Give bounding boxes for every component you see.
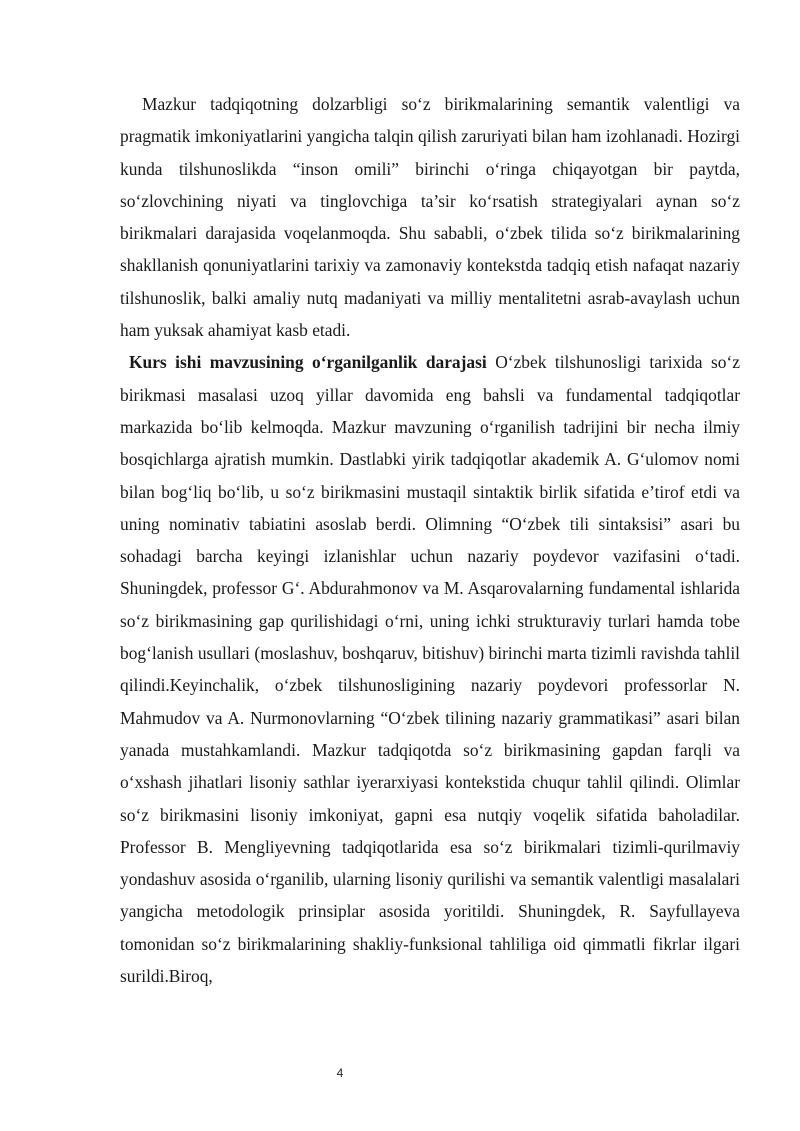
- paragraph-study-degree-text: O‘zbek tilshunosligi tarixida so‘z birikmasi masalasi uzoq yillar davomida eng bahsli va fundamental tadqiqotlar markazida bo‘lib kelmoqda. Mazkur mavzuning o‘rganilish tadrijini bir necha ilmiy bosqichlarga ajratish mumkin. Dastlabki yirik tadqiqotlar akademik A. G‘ulomov nomi bilan bog‘liq bo‘lib, u so‘z birikmasini mustaqil sintaktik birlik sifatida e’tirof etdi va uning nominativ tabiatini asoslab berdi. Olimning “O‘zbek tili sintaksisi” asari bu sohadagi barcha keyingi izlanishlar uchun nazariy poydevor vazifasini o‘tadi. Shuningdek, professor G‘. Abdurahmonov va M. Asqarovalarning fundamental ishlarida so‘z birikmasining gap qurilishidagi o‘rni, uning ichki strukturaviy turlari hamda tobe bog‘lanish usullari (moslashuv, boshqaruv, bitishuv) birinchi marta tizimli ravishda tahlil qilindi.Keyinchalik, o‘zbek tilshunosligining nazariy poydevori professorlar N. Mahmudov va A. Nurmonovlarning “O‘zbek tilining nazariy grammatikasi” asari bilan yanada mustahkamlandi. Mazkur tadqiqotda so‘z birikmasining gapdan farqli va o‘xshash jihatlari lisoniy sathlar iyerarxiyasi kontekstida chuqur tahlil qilindi. Olimlar so‘z birikmasini lisoniy imkoniyat, gapni esa nutqiy voqelik sifatida baholadilar. Professor B. Mengliyevning tadqiqotlarida esa so‘z birikmalari tizimli-qurilmaviy yondashuv asosida o‘rganilib, ularning lisoniy qurilishi va semantik valentligi masalalari yangicha metodologik prinsiplar asosida yoritildi. Shuningdek, R. Sayfullayeva tomonidan so‘z birikmalarining shakliy-funksional tahliliga oid qimmatli fikrlar ilgari surildi.Biroq,: [120, 352, 740, 987]
- page-number: 4: [336, 1066, 344, 1080]
- section-heading: Kurs ishi mavzusining o‘rganilganlik darajasi: [129, 352, 487, 373]
- paragraph-study-degree: [120, 346, 740, 992]
- paragraph-relevance: [120, 88, 740, 346]
- document-page: [120, 88, 740, 992]
- paragraph-relevance-text: Mazkur tadqiqotning dolzarbligi so‘z birikmalarining semantik valentligi va pragmatik imkoniyatlarini yangicha talqin qilish zaruriyati bilan ham izohlanadi. Hozirgi kunda tilshunoslikda “inson omili” birinchi o‘ringa chiqayotgan bir paytda, so‘zlovchining niyati va tinglovchiga ta’sir ko‘rsatish strategiyalari aynan so‘z birikmalari darajasida voqelanmoqda. Shu sababli, o‘zbek tilida so‘z birikmalarining shakllanish qonuniyatlarini tarixiy va zamonaviy kontekstda tadqiq etish nafaqat nazariy tilshunoslik, balki amaliy nutq madaniyati va milliy mentalitetni asrab-avaylash uchun ham yuksak ahamiyat kasb etadi.: [120, 94, 740, 341]
